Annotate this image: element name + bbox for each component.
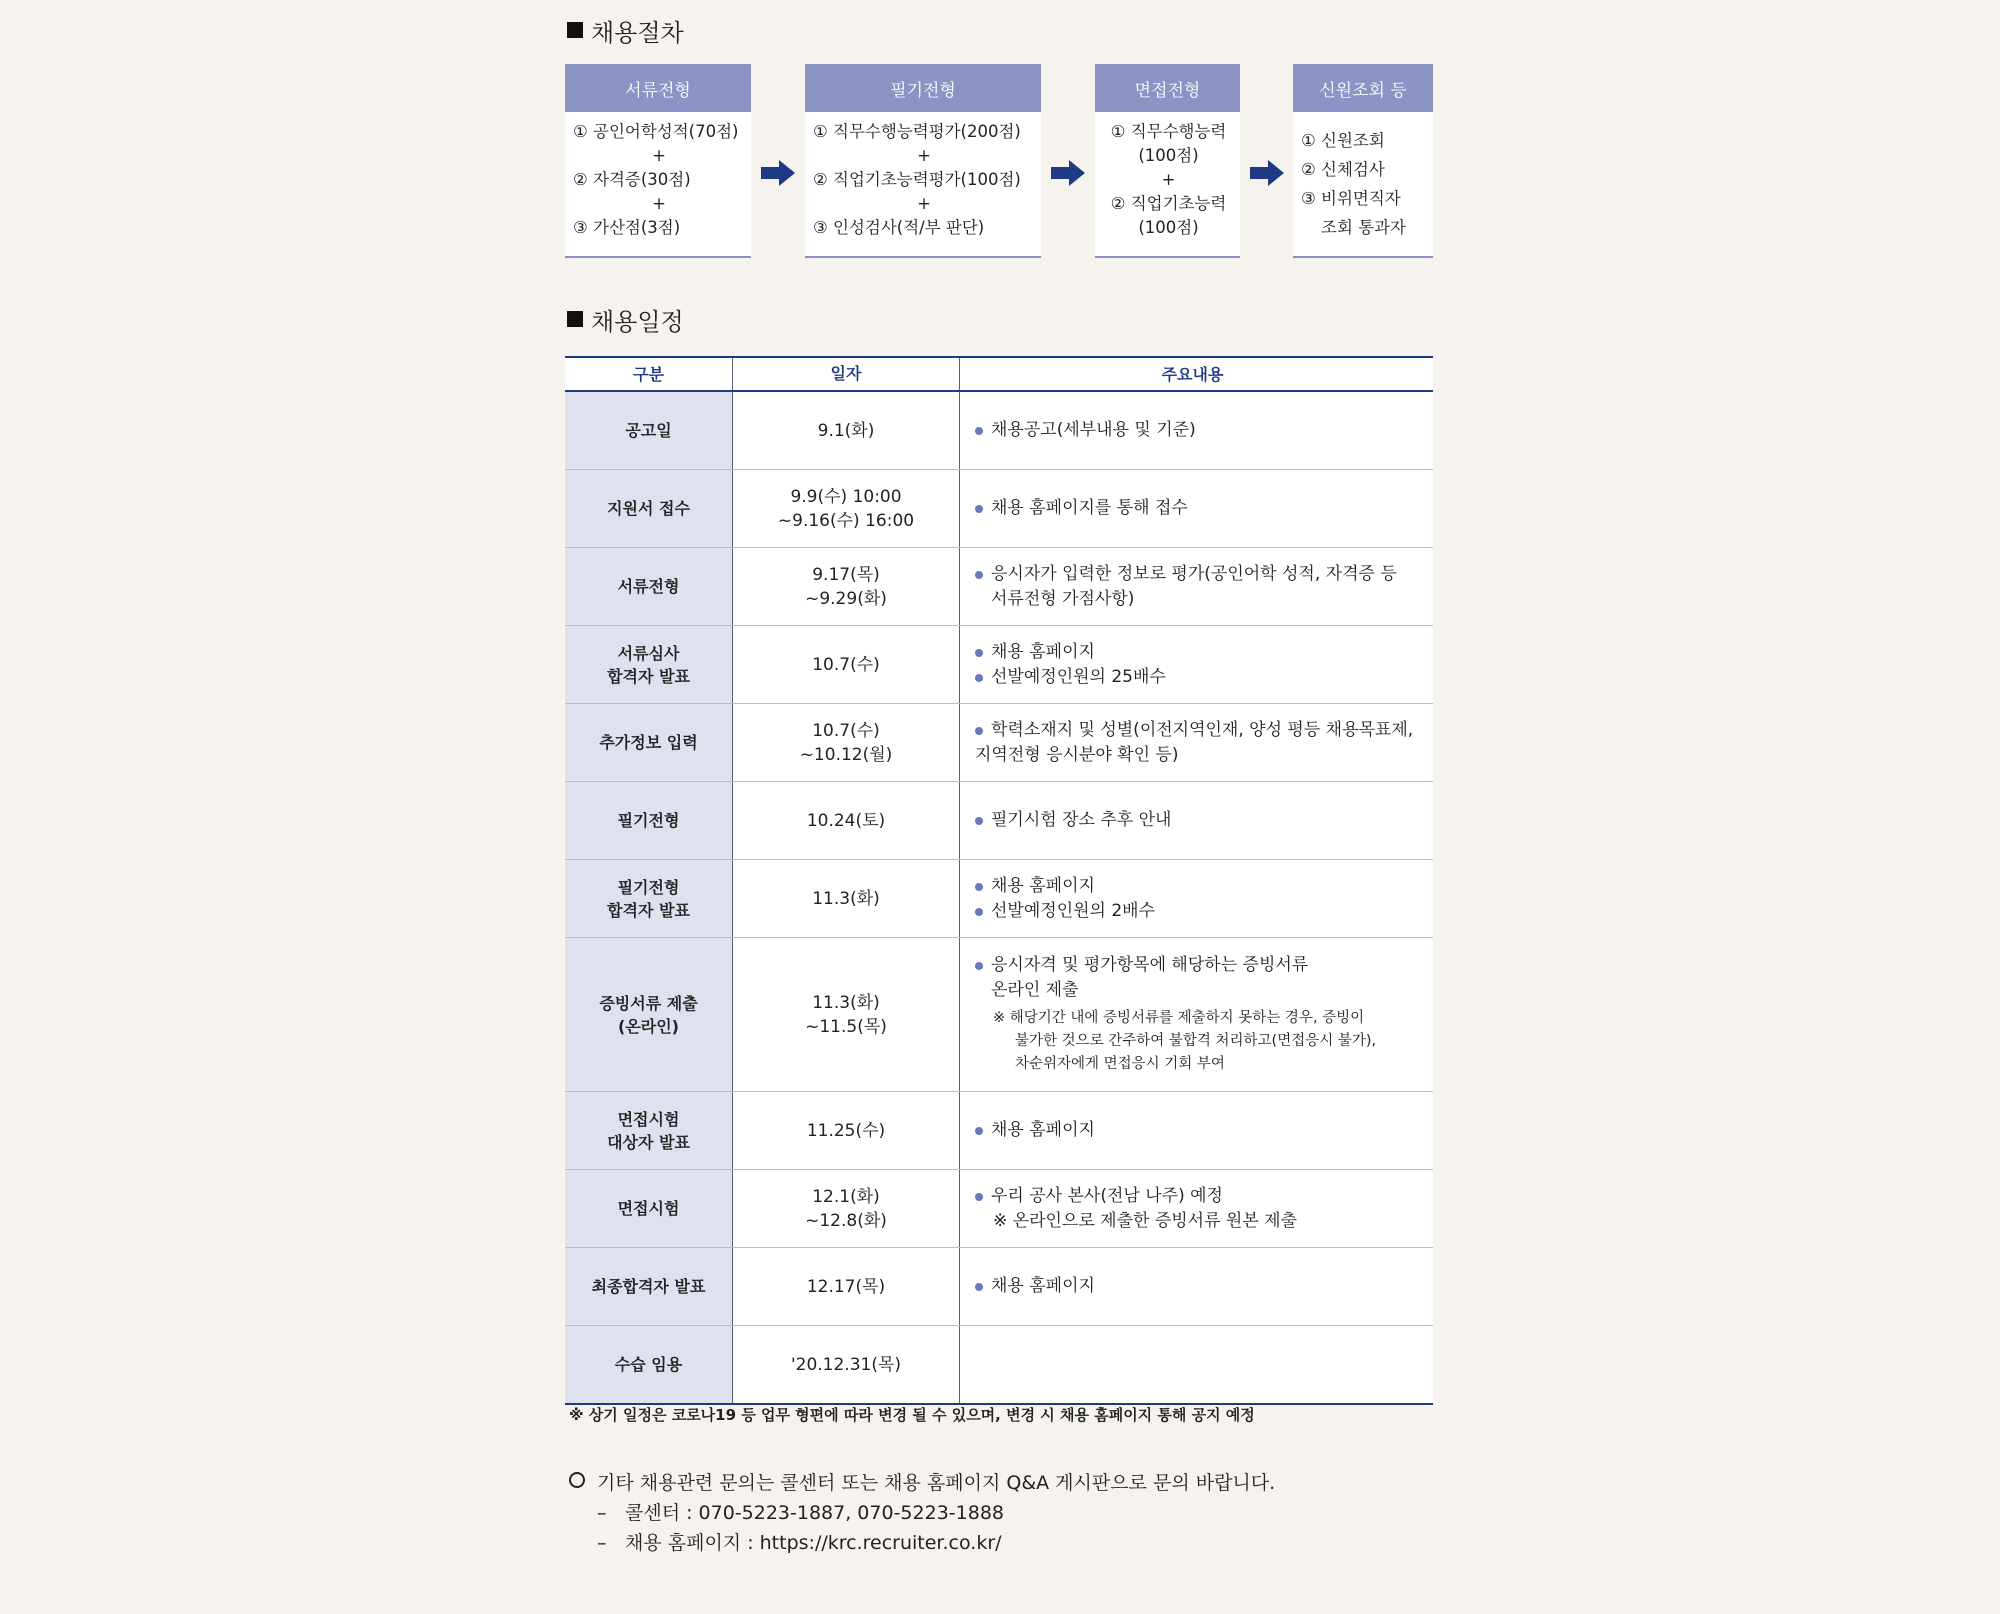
step-line: ① 공인어학성적(70점) [573,122,739,141]
content-item: 채용공고(세부내용 및 기준) [975,418,1425,443]
step-body [1293,112,1433,242]
date-text: ~11.5(목) [805,1016,887,1037]
date-text: ~9.29(화) [805,588,887,609]
row-content [960,1248,1433,1325]
step-body [565,112,751,240]
circle-bullet-icon [569,1472,585,1488]
table-row [565,1092,1433,1170]
row-category [565,938,733,1091]
content-item-cont: 지역전형 응시분야 확인 등) [975,744,1179,765]
content-item: 필기시험 장소 추후 안내 [975,808,1425,833]
step-line: ② 직업기초능력평가(100점) [813,170,1021,189]
table-row [565,704,1433,782]
call-center-text: 콜센터 : 070-5223-1887, 070-5223-1888 [625,1502,1004,1524]
row-category [565,392,733,469]
homepage-link[interactable]: 채용 홈페이지 : https://krc.recruiter.co.kr/ [625,1532,1002,1554]
step-document-screening [565,64,751,258]
row-content [960,470,1433,547]
step-plus: + [1161,170,1176,189]
step-line: (100점) [1138,218,1199,237]
category-text: 대상자 발표 [607,1132,690,1152]
row-date [733,470,960,547]
row-category [565,1326,733,1403]
dash-icon: – [597,1502,607,1524]
step-title: 서류전형 [565,64,751,112]
row-date [733,1326,960,1403]
category-text: 면접시험 [617,1199,680,1218]
square-bullet-icon [567,311,583,327]
row-category [565,782,733,859]
content-note: ※ 온라인으로 제출한 증빙서류 원본 제출 [993,1210,1298,1231]
row-content [960,704,1433,781]
content-item: 응시자가 입력한 정보로 평가(공인어학 성적, 자격증 등 [975,562,1425,587]
row-content [960,782,1433,859]
row-content [960,1326,1433,1403]
dash-icon: – [597,1532,607,1554]
row-category [565,548,733,625]
row-category [565,626,733,703]
row-category [565,860,733,937]
row-category [565,470,733,547]
schedule-title-text: 채용일정 [591,307,684,336]
row-date [733,1092,960,1169]
process-flow [565,64,1433,258]
date-text: ~9.16(수) 16:00 [777,510,915,531]
table-row [565,1248,1433,1326]
row-content [960,860,1433,937]
step-line: ② 직업기초능력 [1110,194,1227,213]
content-item-cont: 서류전형 가점사항) [991,588,1135,609]
step-plus: + [917,146,931,165]
step-line: (100점) [1138,146,1199,165]
table-row [565,1170,1433,1248]
date-text: ~12.8(화) [805,1210,887,1231]
category-text: 공고일 [625,421,672,440]
category-text: 증빙서류 제출 [599,993,698,1013]
contact-item [569,1528,1275,1558]
contact-intro-line [569,1468,1275,1498]
row-content [960,548,1433,625]
right-arrow-icon [1051,160,1085,186]
table-row [565,782,1433,860]
step-line: ① 직무수행능력 [1110,122,1227,141]
step-body [805,112,1041,240]
row-content [960,626,1433,703]
schedule-section-title [567,302,684,336]
row-date [733,1248,960,1325]
schedule-footnote: ※ 상기 일정은 코로나19 등 업무 형편에 따라 변경 될 수 있으며, 변경 시 채용 홈페이지 통해 공지 예정 [569,1406,1255,1424]
category-text: 필기전형 [617,811,680,830]
contact-info [569,1468,1275,1558]
content-item: 응시자격 및 평가항목에 해당하는 증빙서류 [975,953,1425,978]
table-row [565,392,1433,470]
date-text: 11.3(화) [812,888,880,909]
category-text: 서류전형 [617,577,680,596]
row-content [960,1092,1433,1169]
row-category [565,1170,733,1247]
row-content [960,938,1433,1091]
category-text: 필기전형 [617,877,680,897]
category-text: (온라인) [618,1016,679,1036]
date-text: 12.1(화) [812,1186,880,1207]
date-text: 11.25(수) [806,1120,886,1141]
sub-note: 차순위자에게 면접응시 기회 부여 [1015,1056,1225,1072]
header-date: 일자 [733,358,960,390]
row-date [733,938,960,1091]
date-text: 10.7(수) [812,720,880,741]
header-category: 구분 [565,358,733,390]
date-text: '20.12.31(목) [790,1354,902,1375]
step-plus: + [917,194,931,213]
content-item: 채용 홈페이지를 통해 접수 [975,496,1425,521]
step-plus: + [652,194,666,213]
step-background-check [1293,64,1433,258]
step-interview [1095,64,1240,258]
header-content: 주요내용 [1161,364,1224,384]
content-item: 선발예정인원의 2배수 [975,899,1425,924]
row-content [960,392,1433,469]
row-content [960,1170,1433,1247]
sub-note: 불가한 것으로 간주하여 불합격 처리하고(면접응시 불가), [1015,1033,1377,1049]
date-text: 9.9(수) 10:00 [790,486,902,507]
step-line: ③ 비위면직자 [1301,189,1401,208]
table-row [565,548,1433,626]
row-date [733,548,960,625]
content-item: 학력소재지 및 성별(이전지역인재, 양성 평등 채용목표제, [975,718,1425,743]
date-text: 9.1(화) [817,420,875,441]
category-text: 면접시험 [617,1109,680,1129]
content-item: 채용 홈페이지 [975,874,1425,899]
category-text: 합격자 발표 [607,666,690,686]
date-text: 10.7(수) [812,654,880,675]
content-item: 채용 홈페이지 [975,1274,1425,1299]
table-row [565,470,1433,548]
date-text: 10.24(토) [806,810,886,831]
content-item: 채용 홈페이지 [975,1118,1425,1143]
table-row [565,626,1433,704]
row-date [733,860,960,937]
category-text: 추가정보 입력 [599,733,698,752]
row-category [565,1092,733,1169]
table-header-row [565,358,1433,392]
contact-intro: 기타 채용관련 문의는 콜센터 또는 채용 홈페이지 Q&A 게시판으로 문의 바랍니다. [597,1472,1276,1494]
category-text: 서류심사 [617,643,680,663]
date-text: 12.17(목) [806,1276,886,1297]
category-text: 최종합격자 발표 [591,1277,706,1296]
step-line: ① 직무수행능력평가(200점) [813,122,1021,141]
date-text: ~10.12(월) [799,744,893,765]
content-item: 선발예정인원의 25배수 [975,665,1425,690]
content-item: 우리 공사 본사(전남 나주) 예정 [975,1184,1425,1209]
row-category [565,1248,733,1325]
content-item: 채용 홈페이지 [975,640,1425,665]
table-row [565,938,1433,1092]
step-line: ① 신원조회 [1301,131,1385,150]
process-title-text: 채용절차 [591,18,684,47]
step-line: ② 자격증(30점) [573,170,691,189]
square-bullet-icon [567,22,583,38]
process-section-title [567,13,684,47]
date-text: 11.3(화) [812,992,880,1013]
step-title: 면접전형 [1095,64,1240,112]
date-text: 9.17(목) [812,564,880,585]
table-row [565,860,1433,938]
table-row [565,1326,1433,1403]
content-item-cont: 온라인 제출 [991,980,1079,1000]
step-title: 필기전형 [805,64,1041,112]
row-date [733,392,960,469]
row-date [733,1170,960,1247]
row-date [733,704,960,781]
category-text: 수습 임용 [614,1355,683,1374]
category-text: 합격자 발표 [607,900,690,920]
step-line: ③ 가산점(3점) [573,218,681,237]
right-arrow-icon [761,160,795,186]
step-body [1095,112,1240,240]
row-date [733,626,960,703]
contact-item [569,1498,1275,1528]
step-plus: + [652,146,666,165]
step-title: 신원조회 등 [1293,64,1433,112]
category-text: 지원서 접수 [607,499,690,518]
row-date [733,782,960,859]
sub-note: ※ 해당기간 내에 증빙서류를 제출하지 못하는 경우, 증빙이 [993,1010,1365,1026]
step-line: 조회 통과자 [1321,218,1406,237]
row-category [565,704,733,781]
step-line: ② 신체검사 [1301,160,1385,179]
right-arrow-icon [1250,160,1284,186]
schedule-table [565,356,1433,1405]
step-line: ③ 인성검사(적/부 판단) [813,218,985,237]
step-written-exam [805,64,1041,258]
